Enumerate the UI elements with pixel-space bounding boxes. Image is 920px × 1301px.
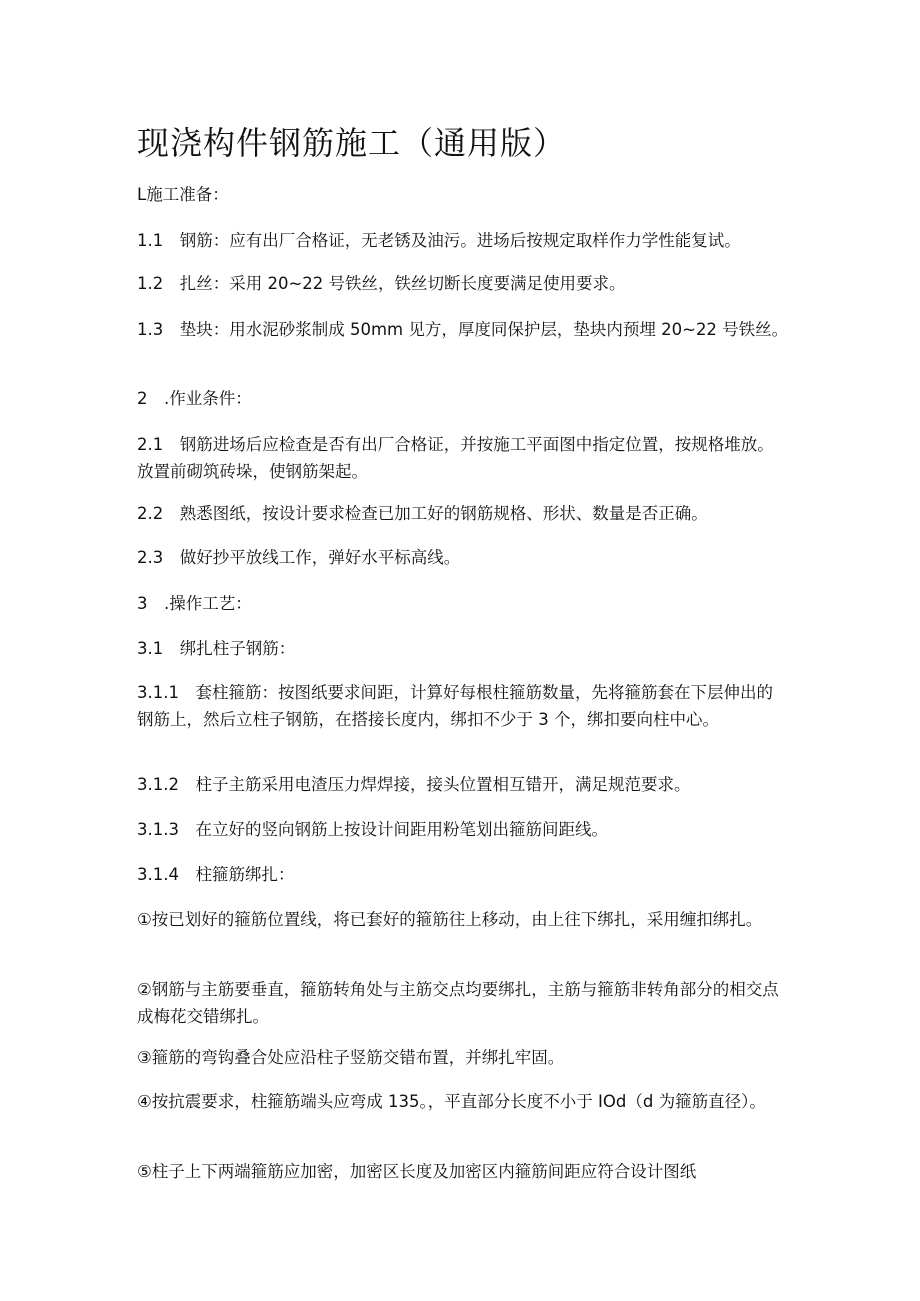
paragraph-2-3: 2.3 做好抄平放线工作，弹好水平标高线。 xyxy=(137,548,461,567)
paragraph-3-1-4: 3.1.4 柱箍筋绑扎： xyxy=(137,865,295,884)
paragraph-2-1: 2.1 钢筋进场后应检查是否有出厂合格证，并按施工平面图中指定位置，按规格堆放。放置前砌筑砖垛，使钢筋架起。 xyxy=(137,435,774,481)
list-item-5: ⑤柱子上下两端箍筋应加密，加密区长度及加密区内箍筋间距应符合设计图纸 xyxy=(137,1162,697,1181)
paragraph-3-1-3: 3.1.3 在立好的竖向钢筋上按设计间距用粉笔划出箍筋间距线。 xyxy=(137,820,608,839)
paragraph-3-1-1: 3.1.1 套柱箍筋：按图纸要求间距，计算好每根柱箍筋数量，先将箍筋套在下层伸出的钢筋上，然后立柱子钢筋，在搭接长度内，绑扣不少于 3 个，绑扣要向柱中心。 xyxy=(137,683,773,729)
list-item-4: ④按抗震要求，柱箍筋端头应弯成 135。，平直部分长度不小于 IOd（d 为箍筋直径）。 xyxy=(137,1092,766,1111)
paragraph-3-1-2: 3.1.2 柱子主筋采用电渣压力焊焊接，接头位置相互错开，满足规范要求。 xyxy=(137,775,691,794)
paragraph-1-2: 1.2 扎丝：采用 20~22 号铁丝，铁丝切断长度要满足使用要求。 xyxy=(137,274,626,293)
list-item-1: ①按已划好的箍筋位置线，将已套好的箍筋往上移动，由上往下绑扎，采用缠扣绑扎。 xyxy=(137,910,763,929)
section-heading-1: L施工准备： xyxy=(137,185,229,204)
paragraph-3-1: 3.1 绑扎柱子钢筋： xyxy=(137,639,296,658)
paragraph-2-2: 2.2 熟悉图纸，按设计要求检查已加工好的钢筋规格、形状、数量是否正确。 xyxy=(137,504,708,523)
paragraph-1-3: 1.3 垫块：用水泥砂浆制成 50mm 见方，厚度同保护层，垫块内预埋 20~22 号铁丝。 xyxy=(137,320,789,339)
document-title: 现浇构件钢筋施工（通用版） xyxy=(137,124,567,162)
paragraph-1-1: 1.1 钢筋：应有出厂合格证，无老锈及油污。进场后按规定取样作力学性能复试。 xyxy=(137,231,741,250)
list-item-3: ③箍筋的弯钩叠合处应沿柱子竖筋交错布置，并绑扎牢固。 xyxy=(137,1048,565,1067)
list-item-2: ②钢筋与主筋要垂直，箍筋转角处与主筋交点均要绑扎，主筋与箍筋非转角部分的相交点成梅花交错绑扎。 xyxy=(137,980,779,1026)
section-heading-3: 3 .操作工艺： xyxy=(137,594,252,613)
section-heading-2: 2 .作业条件： xyxy=(137,389,252,408)
